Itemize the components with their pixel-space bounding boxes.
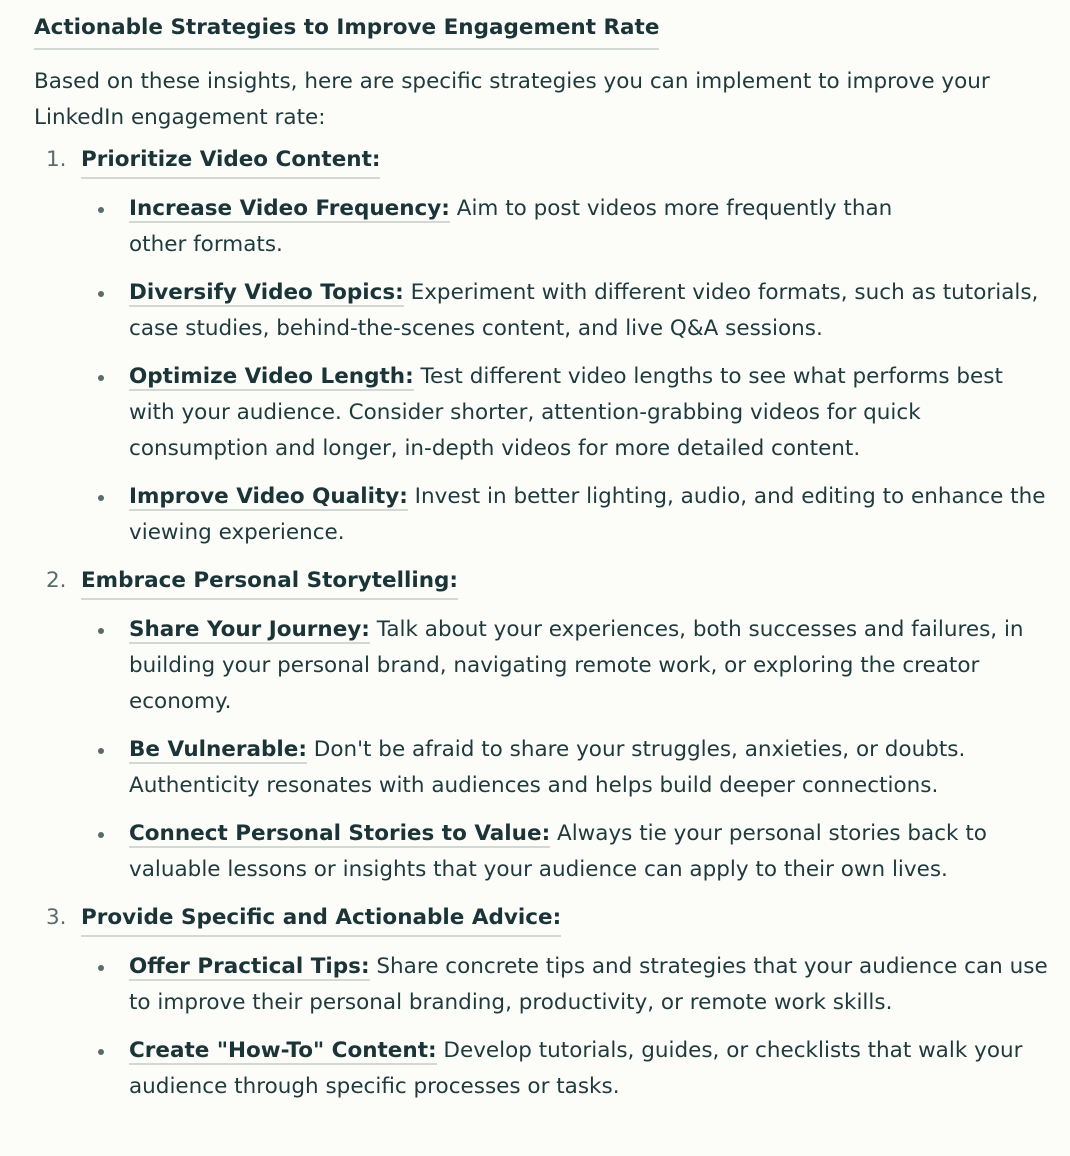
strategy-item	[34, 563, 1049, 888]
strategy-heading: Provide Specific and Actionable Advice:	[81, 901, 561, 937]
tip-term: Create "How-To" Content:	[129, 1038, 437, 1063]
tip-term: Connect Personal Stories to Value:	[129, 821, 551, 846]
strategy-item	[34, 142, 1049, 551]
tip-term: Be Vulnerable:	[129, 737, 307, 762]
bullet-icon	[98, 375, 104, 381]
tip-text: Invest in better lighting, audio, and editing to enhance the viewing experience.	[129, 484, 1046, 545]
tip-text: Don't be afraid to share your struggles, anxieties, or doubts. Authenticity resonates with audiences and helps build deeper connections.	[129, 737, 966, 798]
bullet-icon	[98, 291, 104, 297]
bullet-icon	[98, 495, 104, 501]
tip-item	[81, 479, 1049, 551]
strategy-number: 2.	[46, 568, 67, 593]
tip-text: Test different video lengths to see what performs best with your audience. Consider shorter, attention-grabbing videos for quick consumption and longer, in-depth videos for more detailed content.	[129, 364, 1003, 461]
bullet-icon	[98, 965, 104, 971]
tip-text: Talk about your experiences, both successes and failures, in building your personal brand, navigating remote work, or exploring the creator economy.	[129, 617, 1024, 714]
strategy-list	[34, 142, 1049, 1105]
bullet-icon	[98, 832, 104, 838]
strategy-item	[34, 900, 1049, 1105]
bullet-icon	[98, 207, 104, 213]
tip-text: Aim to post videos more frequently than other formats.	[129, 196, 893, 257]
tip-item	[81, 1033, 1049, 1105]
tip-item	[81, 612, 1049, 720]
tip-item	[81, 275, 1049, 347]
tip-term: Optimize Video Length:	[129, 364, 414, 389]
tip-text: Share concrete tips and strategies that your audience can use to improve their personal branding, productivity, or remote work skills.	[129, 954, 1048, 1015]
tip-term: Improve Video Quality:	[129, 484, 408, 509]
tip-term: Diversify Video Topics:	[129, 280, 404, 305]
strategy-heading: Prioritize Video Content:	[81, 143, 380, 179]
strategy-heading: Embrace Personal Storytelling:	[81, 564, 458, 600]
tip-item	[81, 191, 939, 263]
strategy-number: 1.	[46, 147, 67, 172]
tip-term: Offer Practical Tips:	[129, 954, 370, 979]
tip-list	[81, 949, 1049, 1105]
tip-text: Always tie your personal stories back to valuable lessons or insights that your audience can apply to their own lives.	[129, 821, 987, 882]
tip-list	[81, 191, 1049, 551]
tip-term: Increase Video Frequency:	[129, 196, 450, 221]
tip-list	[81, 612, 1049, 888]
tip-item	[81, 359, 1049, 467]
tip-item	[81, 949, 1049, 1021]
tip-term: Share Your Journey:	[129, 617, 370, 642]
tip-text: Develop tutorials, guides, or checklists that walk your audience through specific processes or tasks.	[129, 1038, 1023, 1099]
tip-item	[81, 816, 1049, 888]
strategy-number: 3.	[46, 905, 67, 930]
bullet-icon	[98, 1049, 104, 1055]
section-title: Actionable Strategies to Improve Engagement Rate	[34, 8, 659, 50]
tip-text: Experiment with different video formats, such as tutorials, case studies, behind-the-scenes content, and live Q&A sessions.	[129, 280, 1039, 341]
tip-item	[81, 732, 1049, 804]
bullet-icon	[98, 628, 104, 634]
bullet-icon	[98, 748, 104, 754]
intro-paragraph: Based on these insights, here are specific strategies you can implement to improve your LinkedIn engagement rate:	[34, 69, 990, 130]
